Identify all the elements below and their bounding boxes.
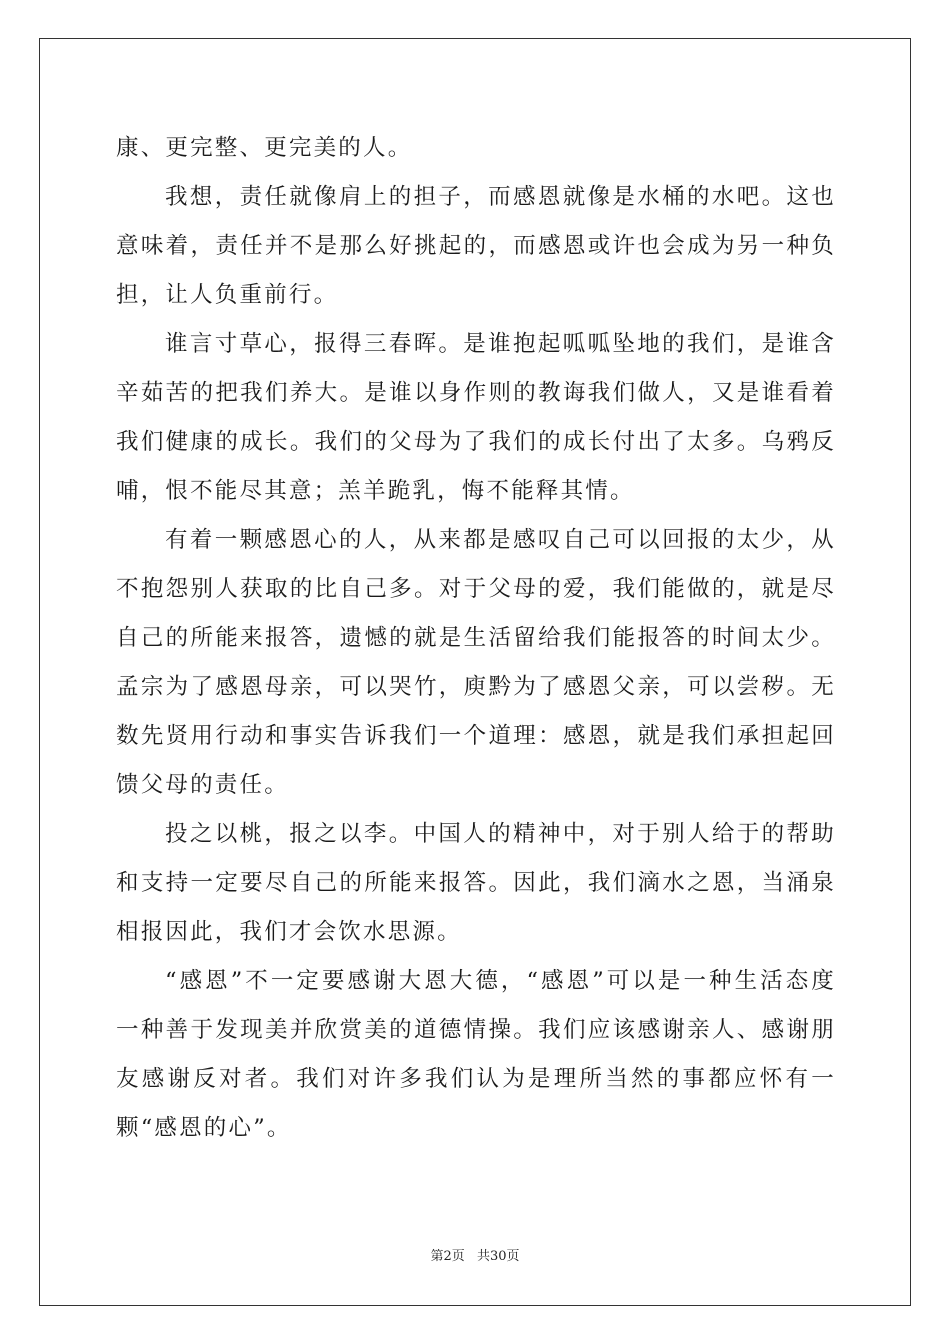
- paragraph-2: 我想，责任就像肩上的担子，而感恩就像是水桶的水吧。这也意味着，责任并不是那么好挑起的，而感恩或许也会成为另一种负担，让人负重前行。: [116, 184, 836, 308]
- page-footer: [0, 1245, 950, 1264]
- page-total: 共30页: [476, 1249, 520, 1264]
- document-body: [116, 124, 836, 1153]
- paragraph-3: 谁言寸草心，报得三春晖。是谁抱起呱呱坠地的我们，是谁含辛茹苦的把我们养大。是谁以身作则的教诲我们做人，又是谁看着我们健康的成长。我们的父母为了我们的成长付出了太多。乌鸦反哺，恨不能尽其意；羔羊跪乳，悔不能释其情。: [116, 331, 836, 504]
- paragraph-1: 康、更完整、更完美的人。: [116, 135, 413, 161]
- paragraph-5: 投之以桃，报之以李。中国人的精神中，对于别人给于的帮助和支持一定要尽自己的所能来报答。因此，我们滴水之恩，当涌泉相报因此，我们才会饮水思源。: [116, 821, 836, 945]
- page-number: 第2页: [430, 1249, 465, 1264]
- paragraph-6: “感恩”不一定要感谢大恩大德，“感恩”可以是一种生活态度一种善于发现美并欣赏美的道德情操。我们应该感谢亲人、感谢朋友感谢反对者。我们对许多我们认为是理所当然的事都应怀有一颗“感恩的心”。: [116, 968, 836, 1141]
- paragraph-4: 有着一颗感恩心的人，从来都是感叹自己可以回报的太少，从不抱怨别人获取的比自己多。对于父母的爱，我们能做的，就是尽自己的所能来报答，遗憾的就是生活留给我们能报答的时间太少。孟宗为了感恩母亲，可以哭竹，庾黔为了感恩父亲，可以尝秽。无数先贤用行动和事实告诉我们一个道理：感恩，就是我们承担起回馈父母的责任。: [116, 527, 836, 798]
